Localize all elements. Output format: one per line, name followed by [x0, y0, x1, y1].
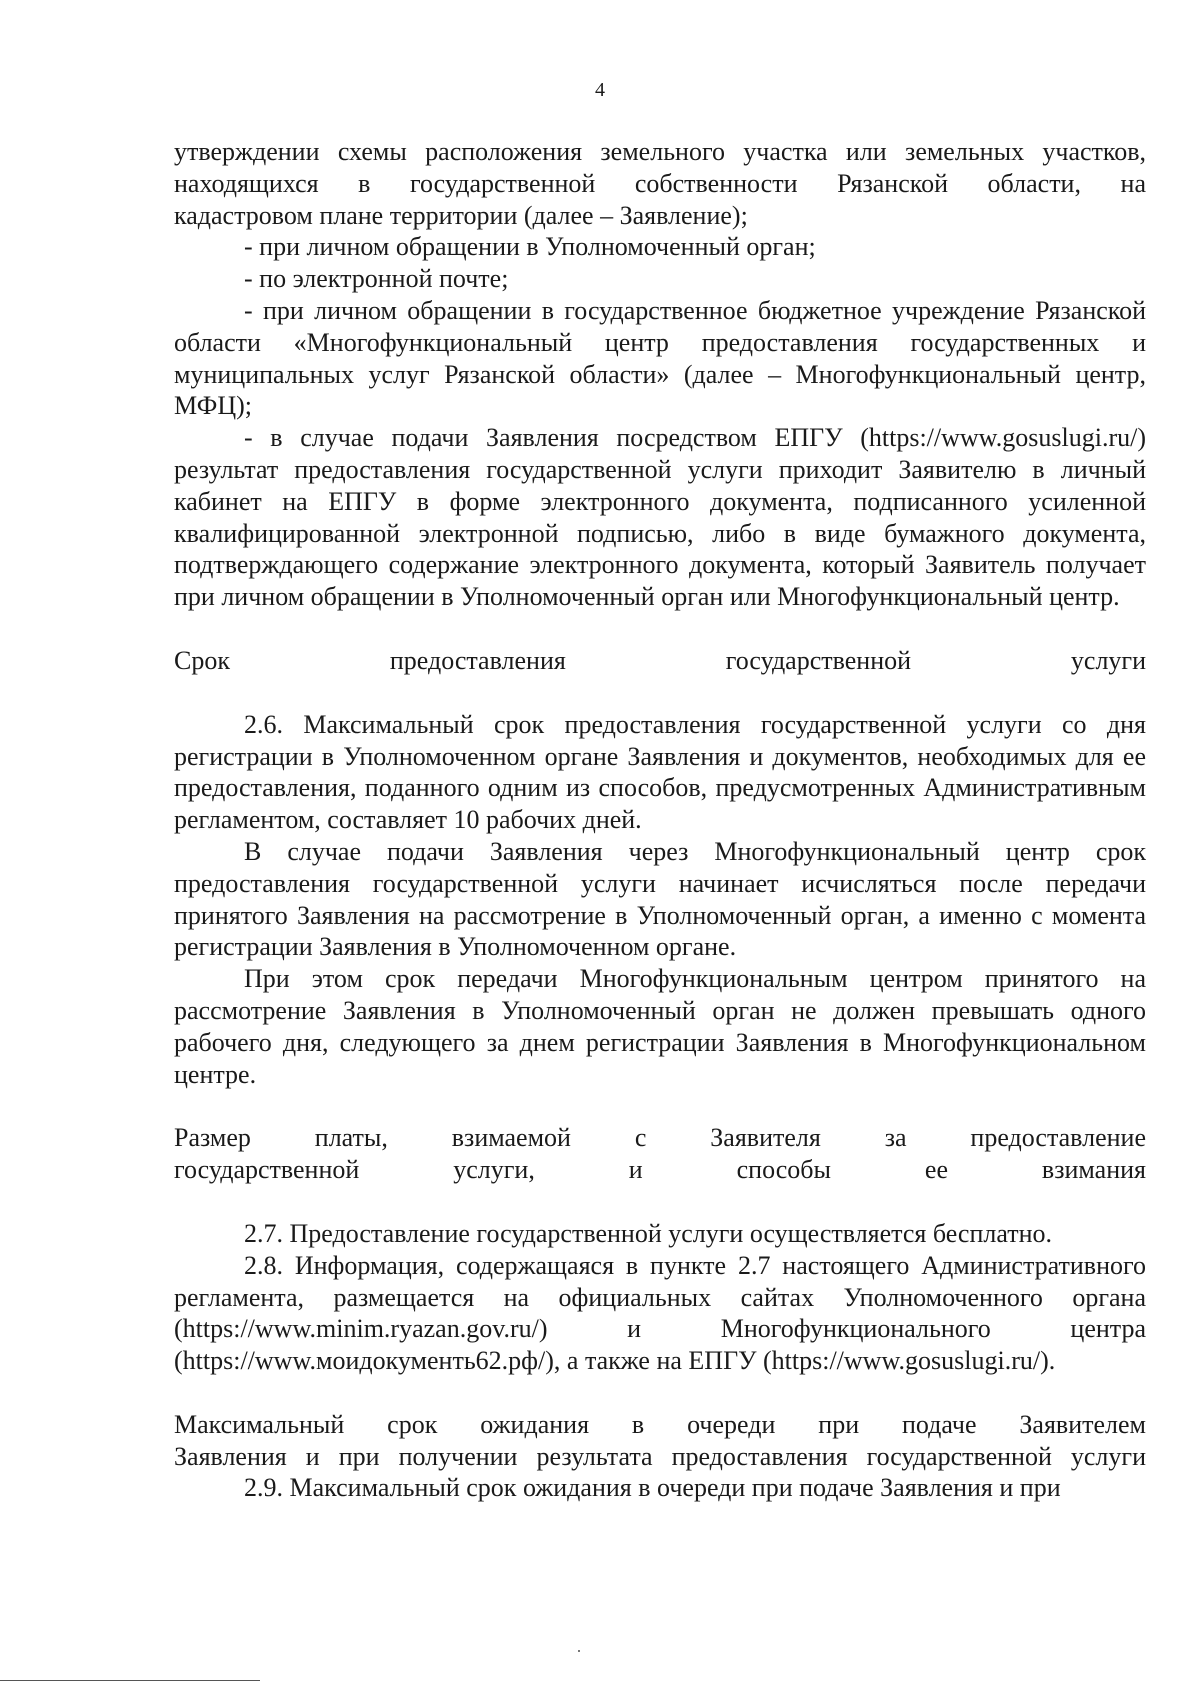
- paragraph: При этом срок передачи Многофункциональным центром принятого на рассмотрение Заявления в Уполномоченный орган не должен превышать одного рабочего дня, следующего за днем регистрации Заявления в Многофункциональном центре.: [174, 964, 1146, 1089]
- paragraph: 2.7. Предоставление государственной услуги осуществляется бесплатно.: [244, 1218, 1053, 1248]
- paragraph: 2.9. Максимальный срок ожидания в очереди при подаче Заявления и при: [244, 1473, 1061, 1503]
- document-body: [174, 136, 1146, 1504]
- paragraph: - при личном обращении в государственное бюджетное учреждение Рязанской области «Многофункциональный центр предоставления государственных и муниципальных услуг Рязанской области» (далее – Многофункциональный центр, МФЦ);: [174, 295, 1146, 421]
- section-heading-line: Размер платы, взимаемой с Заявителя за предоставление: [174, 1123, 1146, 1153]
- section-heading-line: Максимальный срок ожидания в очереди при подаче Заявителем: [174, 1409, 1146, 1439]
- paragraph-line: кадастровом плане территории (далее – Заявление);: [174, 200, 748, 230]
- paragraph: - в случае подачи Заявления посредством ЕПГУ (https://www.gosuslugi.ru/) результат предоставления государственной услуги приходит Заявителю в личный кабинет на ЕПГУ в форме электронного документа, подписанного усиленной квалифицированной электронной подписью, либо в виде бумажного документа, подтверждающего содержание электронного документа, который Заявитель получает при личном обращении в Уполномоченный орган или Многофункциональный центр.: [174, 423, 1146, 612]
- section-heading-line: государственной услуги, и способы ее взимания: [174, 1155, 1146, 1185]
- section-heading-line: Заявления и при получении результата предоставления государственной услуги: [174, 1441, 1146, 1471]
- paragraph-line: утверждении схемы расположения земельного участка или земельных участков,: [174, 137, 1146, 166]
- paragraph-line: находящихся в государственной собственности Рязанской области, на: [174, 168, 1146, 198]
- paragraph: В случае подачи Заявления через Многофункциональный центр срок предоставления государственной услуги начинает исчисляться после передачи принятого Заявления на рассмотрение в Уполномоченный орган, а именно с момента регистрации Заявления в Уполномоченном органе.: [174, 836, 1146, 962]
- paragraph: - по электронной почте;: [244, 264, 509, 294]
- page-number: 4: [595, 79, 605, 101]
- scan-artifact-line: [0, 1680, 260, 1681]
- paragraph: - при личном обращении в Уполномоченный орган;: [244, 232, 816, 262]
- section-heading: Срок предоставления государственной услуги: [174, 645, 1146, 675]
- scan-artifact-dot: [578, 1650, 580, 1652]
- paragraph: 2.8. Информация, содержащаяся в пункте 2.7 настоящего Административного регламента, размещается на официальных сайтах Уполномоченного органа (https://www.minim.ryazan.gov.ru/) и Многофункционального центра (https://www.моидокументь62.рф/), а также на ЕПГУ (https://www.gosuslugi.ru/).: [174, 1250, 1146, 1376]
- paragraph: 2.6. Максимальный срок предоставления государственной услуги со дня регистрации в Уполномоченном органе Заявления и документов, необходимых для ее предоставления, поданного одним из способов, предусмотренных Административным регламентом, составляет 10 рабочих дней.: [174, 709, 1146, 835]
